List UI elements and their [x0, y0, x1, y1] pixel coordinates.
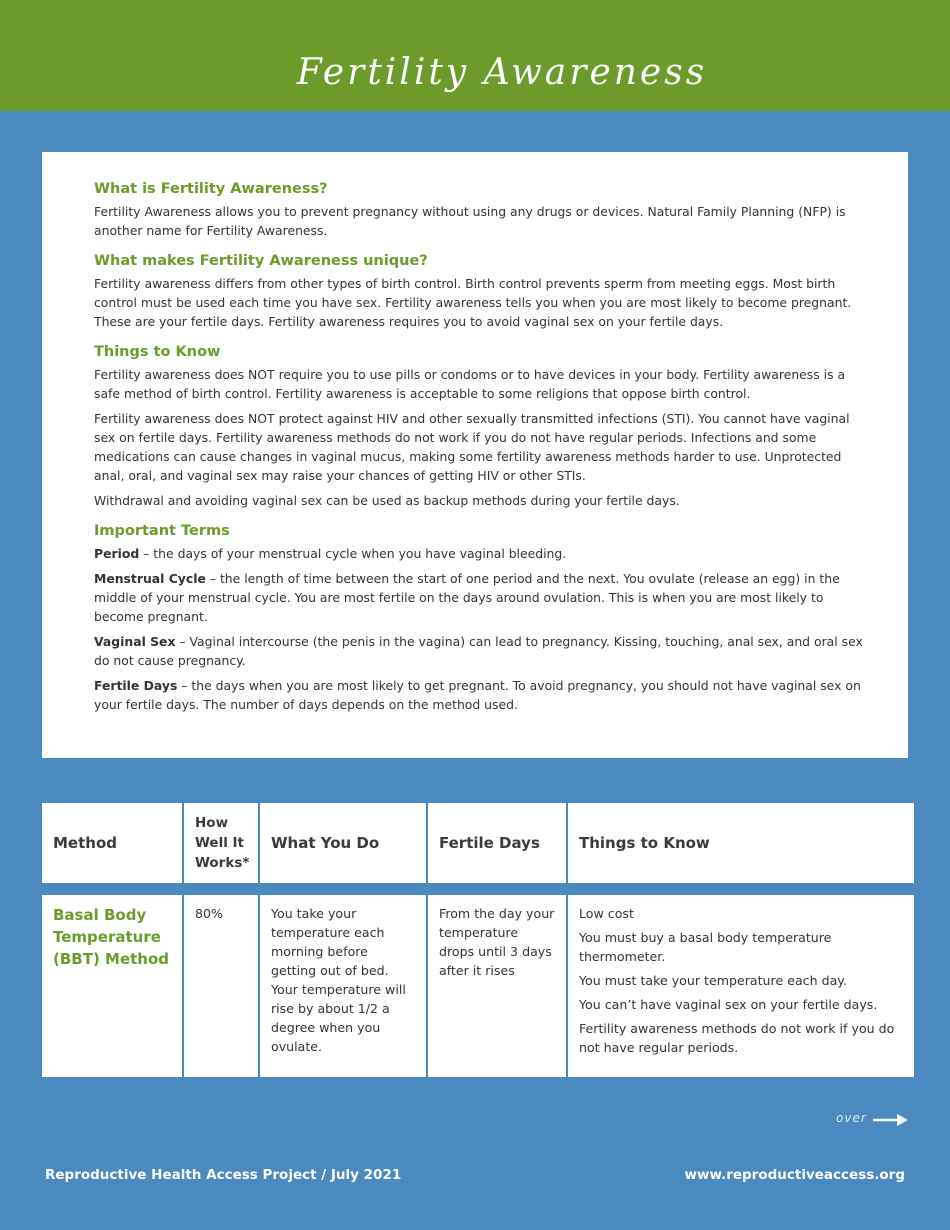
footer-org: Reproductive Health Access Project / July 2021	[45, 1167, 402, 1183]
cell-effectiveness: 80%	[182, 895, 258, 1077]
cell-method	[42, 895, 182, 1077]
table-row	[42, 895, 914, 1077]
terms-heading: Important Terms	[94, 523, 230, 539]
list-item: Low cost	[579, 906, 634, 921]
term-name: Fertile Days	[94, 678, 178, 693]
things-text-1: Fertility awareness does NOT require you to use pills or condoms or to have devices in your body. Fertility awareness is a safe method of birth control. Fertility awareness is acceptable to some religions that oppose birth control.	[94, 367, 846, 401]
term-menstrual-cycle	[94, 569, 866, 626]
term-period	[94, 544, 866, 563]
unique-text: Fertility awareness differs from other types of birth control. Birth control prevents sperm from meeting eggs. Most birth control must be used each time you have sex. Fertility awareness tells you when you are most likely to become pregnant. These are your fertile days. Fertility awareness requires you to avoid vaginal sex on your fertile days.	[94, 276, 852, 329]
things-text-2: Fertility awareness does NOT protect against HIV and other sexually transmitted infections (STI). You cannot have vaginal sex on fertile days. Fertility awareness methods do not work if you do not have regular periods. Infections and some medications can cause changes in vaginal mucus, making some fertility awareness methods harder to use. Unprotected anal, oral, and vaginal sex may raise your chances of getting HIV or other STIs.	[94, 411, 850, 483]
header-things-to-know: Things to Know	[566, 803, 914, 883]
header-method: Method	[53, 834, 117, 852]
list-item: You must take your temperature each day.	[579, 973, 847, 988]
term-definition: – Vaginal intercourse (the penis in the vagina) can lead to pregnancy. Kissing, touching, anal sex, and oral sex do not cause pregnancy.	[94, 634, 863, 668]
arrow-right-icon	[873, 1113, 909, 1127]
what-is-heading: What is Fertility Awareness?	[94, 181, 328, 197]
list-item: You can’t have vaginal sex on your fertile days.	[579, 997, 878, 1012]
unique-heading: What makes Fertility Awareness unique?	[94, 253, 428, 269]
term-definition: – the length of time between the start of one period and the next. You ovulate (release an egg) in the middle of your menstrual cycle. You are most fertile on the days around ovulation. This is when you are most likely to become pregnant.	[94, 571, 840, 624]
method-name: Basal Body Temperature (BBT) Method	[53, 906, 170, 968]
cell-things-to-know	[566, 895, 914, 1077]
term-vaginal-sex	[94, 632, 866, 670]
things-text-3: Withdrawal and avoiding vaginal sex can be used as backup methods during your fertile days.	[94, 493, 680, 508]
what-is-text: Fertility Awareness allows you to prevent pregnancy without using any drugs or devices. Natural Family Planning (NFP) is another name for Fertility Awareness.	[94, 204, 846, 238]
header-banner	[0, 0, 950, 111]
header-how-well: How Well It Works*	[182, 803, 258, 883]
term-definition: – the days of your menstrual cycle when you have vaginal bleeding.	[139, 546, 567, 561]
list-item: You must buy a basal body temperature thermometer.	[579, 930, 832, 964]
list-item: Fertility awareness methods do not work if you do not have regular periods.	[579, 1021, 895, 1055]
term-name: Vaginal Sex	[94, 634, 176, 649]
things-heading: Things to Know	[94, 344, 221, 360]
footer-website-link[interactable]: www.reproductiveaccess.org	[684, 1167, 905, 1183]
cell-what-you-do: You take your temperature each morning before getting out of bed. Your temperature will rise by about 1/2 a degree when you ovulate.	[258, 895, 426, 1077]
term-fertile-days	[94, 676, 866, 714]
info-content	[94, 180, 866, 720]
table-header-row	[42, 803, 914, 883]
header-fertile-days: Fertile Days	[426, 803, 566, 883]
over-label: over	[836, 1111, 867, 1125]
page-title: Fertility Awareness	[296, 52, 708, 93]
term-name: Menstrual Cycle	[94, 571, 206, 586]
term-name: Period	[94, 546, 140, 561]
term-definition: – the days when you are most likely to get pregnant. To avoid pregnancy, you should not have vaginal sex on your fertile days. The number of days depends on the method used.	[94, 678, 861, 712]
info-card	[42, 152, 908, 758]
cell-fertile-days: From the day your temperature drops until 3 days after it rises	[426, 895, 566, 1077]
header-what-you-do: What You Do	[258, 803, 426, 883]
